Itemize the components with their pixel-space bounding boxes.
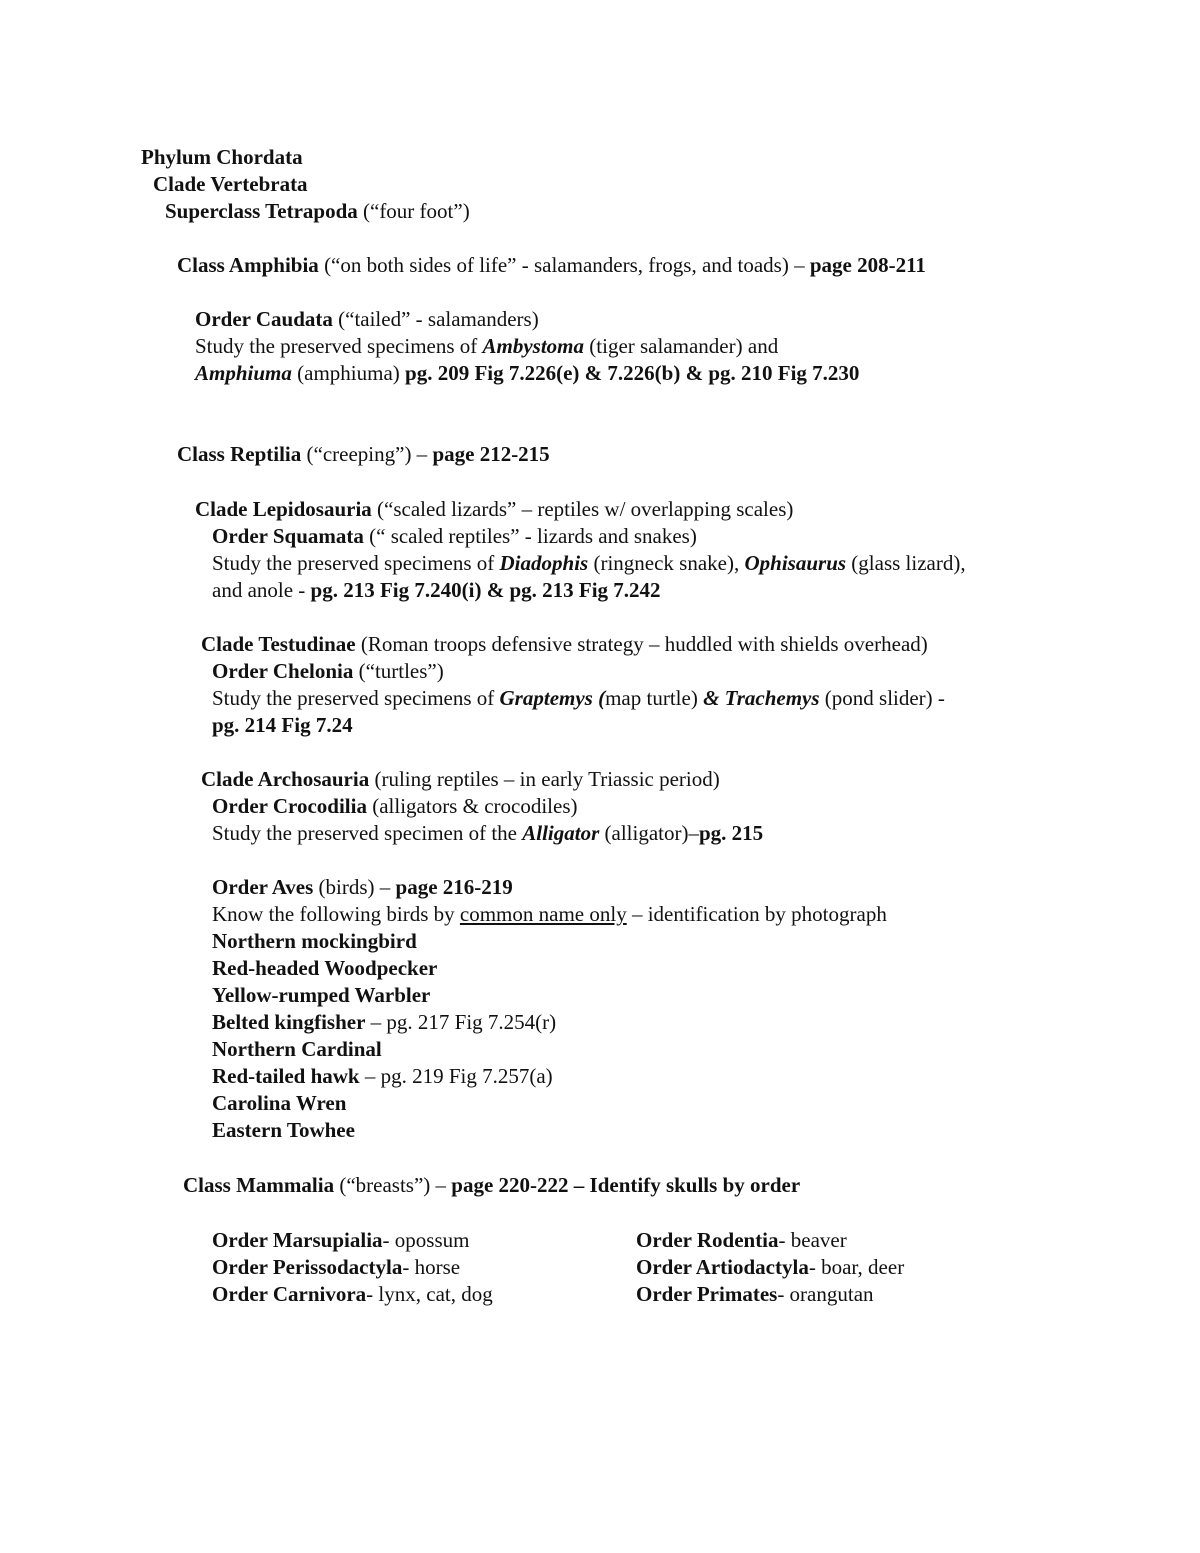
order-note: (alligators & crocodiles) — [366, 794, 578, 818]
genus-name: Diadophis — [499, 551, 589, 575]
clade-lepidosauria-line — [195, 496, 793, 523]
class-note: (“breasts”) – — [334, 1173, 452, 1197]
mammal-order-item — [636, 1227, 847, 1254]
mammal-order-name: Order Carnivora — [212, 1282, 367, 1306]
bird-reference: – pg. 217 Fig 7.254(r) — [365, 1010, 557, 1034]
class-reptilia-line — [177, 441, 550, 468]
genus-note: (alligator)– — [599, 821, 699, 845]
mammal-order-item — [212, 1254, 460, 1281]
clade-note: (ruling reptiles – in early Triassic period) — [369, 767, 720, 791]
genus-name: Ophisaurus — [744, 551, 847, 575]
order-name: Order Aves — [212, 875, 314, 899]
genus-name: Trachemys — [719, 686, 820, 710]
order-chelonia-line — [212, 658, 444, 685]
bird-reference: – pg. 219 Fig 7.257(a) — [359, 1064, 553, 1088]
study-prefix: Study the preserved specimens of — [195, 334, 483, 358]
figure-references: pg. 215 — [699, 821, 764, 845]
class-pages: page 208-211 — [809, 253, 926, 277]
genus-note: (tiger salamander) and — [584, 334, 779, 358]
mammal-order-example: - orangutan — [777, 1282, 874, 1306]
mammal-order-example: - lynx, cat, dog — [366, 1282, 493, 1306]
genus-note: map turtle) — [605, 686, 704, 710]
mammal-order-example: - beaver — [778, 1228, 847, 1252]
bird-name: Carolina Wren — [212, 1091, 347, 1115]
order-name: Order Caudata — [195, 307, 333, 331]
class-name: Class Reptilia — [177, 442, 302, 466]
study-line — [212, 550, 966, 577]
study-line-continued — [195, 360, 859, 387]
instruction-prefix: Know the following birds by — [212, 902, 460, 926]
study-line — [212, 820, 763, 847]
bird-list-item — [212, 1063, 553, 1090]
ampersand: & — [703, 686, 720, 710]
figure-references: pg. 209 Fig 7.226(e) & 7.226(b) & pg. 210 Fig 7.230 — [405, 361, 860, 385]
instruction-line — [212, 901, 887, 928]
genus-note: (ringneck snake), — [588, 551, 745, 575]
bird-list-item — [212, 982, 430, 1009]
order-name: Order Chelonia — [212, 659, 354, 683]
class-name: Class Mammalia — [183, 1173, 335, 1197]
clade-name: Clade Lepidosauria — [195, 497, 372, 521]
mammal-order-example: - horse — [402, 1255, 461, 1279]
study-line — [195, 333, 778, 360]
class-name: Class Amphibia — [177, 253, 319, 277]
study-line-continued — [212, 577, 661, 604]
order-name: Order Crocodilia — [212, 794, 367, 818]
order-squamata-line — [212, 523, 697, 550]
bird-list-item — [212, 1090, 346, 1117]
superclass-line — [165, 198, 470, 225]
phylum-heading: Phylum Chordata — [141, 145, 303, 169]
genus-name: Ambystoma — [482, 334, 585, 358]
clade-name: Clade Archosauria — [201, 767, 370, 791]
bird-name: Northern Cardinal — [212, 1037, 382, 1061]
genus-name: Amphiuma — [195, 361, 292, 385]
genus-note: (pond slider) - — [819, 686, 945, 710]
bird-list-item — [212, 928, 417, 955]
order-caudata-line — [195, 306, 539, 333]
mammal-order-name: Order Rodentia — [636, 1228, 779, 1252]
order-note: (birds) – — [313, 875, 396, 899]
bird-name: Red-tailed hawk — [212, 1064, 360, 1088]
instruction-emphasis: common name only — [459, 902, 627, 926]
mammal-order-name: Order Artiodactyla — [636, 1255, 809, 1279]
genus-name: Alligator — [522, 821, 600, 845]
bird-list-item — [212, 1036, 382, 1063]
order-aves-line — [212, 874, 513, 901]
genus-note: (amphiuma) — [291, 361, 406, 385]
bird-list-item — [212, 1117, 355, 1144]
bird-list-item — [212, 955, 437, 982]
study-prefix: Study the preserved specimen of the — [212, 821, 523, 845]
mammal-order-item — [636, 1281, 874, 1308]
superclass-note: (“four foot”) — [357, 199, 470, 223]
class-pages: page 212-215 — [432, 442, 550, 466]
bird-name: Red-headed Woodpecker — [212, 956, 438, 980]
bird-name: Belted kingfisher — [212, 1010, 366, 1034]
genus-note: (glass lizard), — [846, 551, 966, 575]
clade-note: (Roman troops defensive strategy – huddled with shields overhead) — [355, 632, 928, 656]
bird-name: Yellow-rumped Warbler — [212, 983, 431, 1007]
mammal-order-item — [212, 1281, 493, 1308]
class-pages: page 220-222 – Identify skulls by order — [451, 1173, 801, 1197]
instruction-suffix: – identification by photograph — [626, 902, 887, 926]
order-note: (“tailed” - salamanders) — [332, 307, 539, 331]
bird-list-item — [212, 1009, 556, 1036]
study-line — [212, 685, 945, 712]
study-prefix: Study the preserved specimens of — [212, 551, 500, 575]
figure-references: pg. 214 Fig 7.24 — [212, 713, 353, 737]
class-note: (“on both sides of life” - salamanders, frogs, and toads) – — [318, 253, 810, 277]
mammal-order-item — [636, 1254, 904, 1281]
class-mammalia-line — [183, 1172, 800, 1199]
mammal-order-name: Order Primates — [636, 1282, 778, 1306]
bird-name: Eastern Towhee — [212, 1118, 355, 1142]
mammal-order-name: Order Marsupialia — [212, 1228, 383, 1252]
line-prefix: and anole - — [212, 578, 311, 602]
clade-archosauria-line — [201, 766, 720, 793]
mammal-order-name: Order Perissodactyla — [212, 1255, 403, 1279]
class-amphibia-line — [177, 252, 926, 279]
class-note: (“creeping”) – — [301, 442, 433, 466]
mammal-order-example: - opossum — [382, 1228, 470, 1252]
clade-heading: Clade Vertebrata — [153, 172, 308, 196]
genus-name: Graptemys ( — [499, 686, 606, 710]
study-prefix: Study the preserved specimens of — [212, 686, 500, 710]
order-crocodilia-line — [212, 793, 577, 820]
figure-references: pg. 213 Fig 7.240(i) & pg. 213 Fig 7.242 — [310, 578, 661, 602]
order-name: Order Squamata — [212, 524, 364, 548]
order-note: (“turtles”) — [353, 659, 444, 683]
order-pages: page 216-219 — [395, 875, 513, 899]
mammal-order-item — [212, 1227, 469, 1254]
mammal-order-example: - boar, deer — [808, 1255, 905, 1279]
clade-testudinae-line — [201, 631, 928, 658]
order-note: (“ scaled reptiles” - lizards and snakes) — [363, 524, 697, 548]
bird-name: Northern mockingbird — [212, 929, 417, 953]
clade-note: (“scaled lizards” – reptiles w/ overlapping scales) — [371, 497, 794, 521]
superclass-name: Superclass Tetrapoda — [165, 199, 358, 223]
clade-name: Clade Testudinae — [201, 632, 356, 656]
